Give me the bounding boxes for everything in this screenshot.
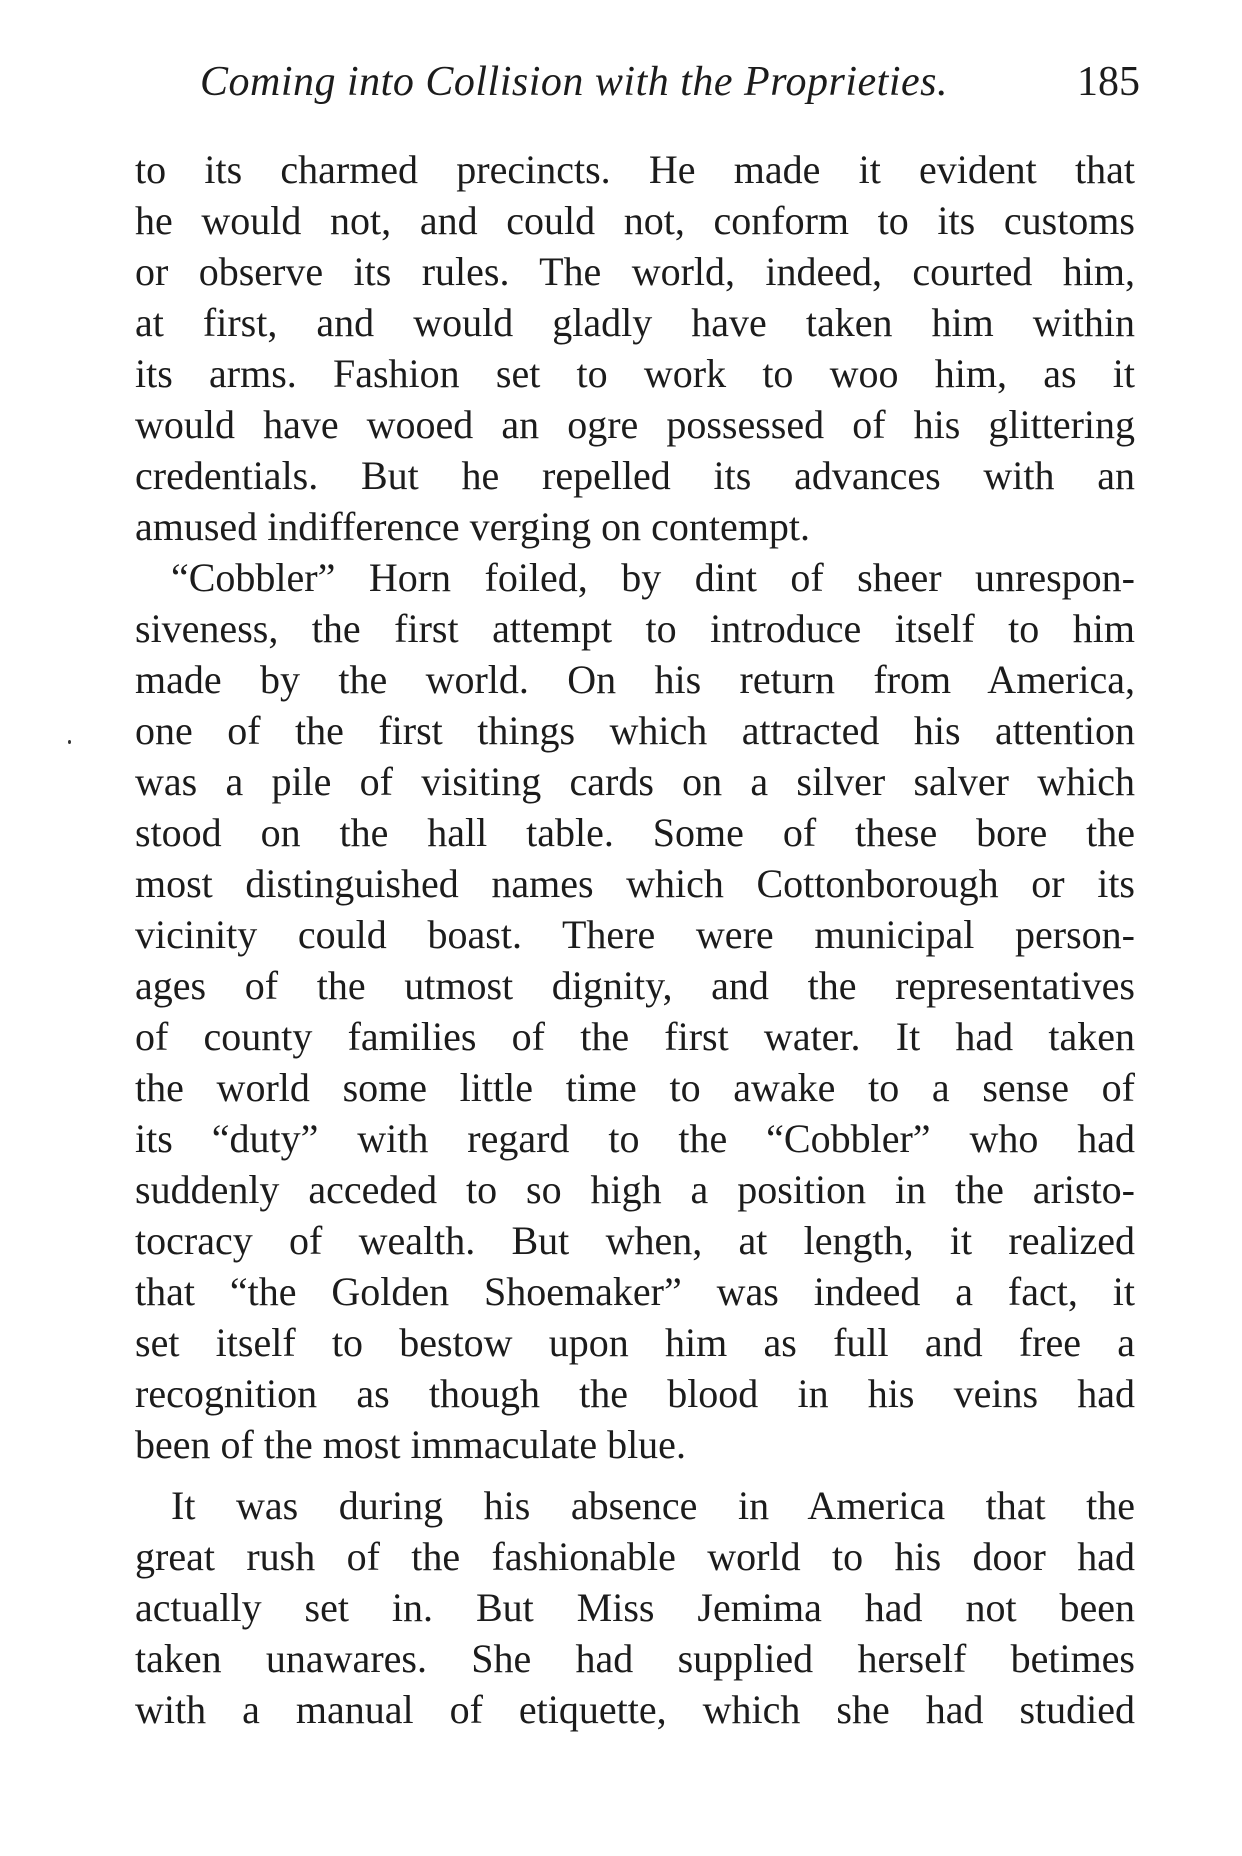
text-line: its “duty” with regard to the “Cobbler” who had: [135, 1116, 1135, 1161]
paragraph-2: [135, 552, 1135, 1470]
text-line: would have wooed an ogre possessed of his glittering: [135, 402, 1135, 447]
text-line: that “the Golden Shoemaker” was indeed a fact, it: [135, 1269, 1135, 1314]
ink-speck: [68, 740, 71, 744]
text-line: of county families of the first water. It had taken: [135, 1014, 1135, 1059]
text-line: its arms. Fashion set to work to woo him, as it: [135, 351, 1135, 396]
running-title: Coming into Collision with the Proprieties.: [200, 59, 948, 105]
text-line: or observe its rules. The world, indeed, courted him,: [135, 249, 1135, 294]
paragraph-3: [135, 1480, 1135, 1735]
text-line: amused indifference verging on contempt.: [135, 504, 810, 549]
text-line: was a pile of visiting cards on a silver salver which: [135, 759, 1135, 804]
text-line: actually set in. But Miss Jemima had not been: [135, 1585, 1135, 1630]
text-line: credentials. But he repelled its advances with an: [135, 453, 1135, 498]
text-line: to its charmed precincts. He made it evident that: [135, 147, 1135, 192]
text-line: one of the first things which attracted his attention: [135, 708, 1135, 753]
text-line: great rush of the fashionable world to his door had: [135, 1534, 1135, 1579]
text-line: set itself to bestow upon him as full and free a: [135, 1320, 1135, 1365]
text-line: suddenly acceded to so high a position in the aristo-: [135, 1167, 1135, 1212]
running-head: [200, 58, 1140, 128]
text-line: at first, and would gladly have taken him within: [135, 300, 1135, 345]
text-line: “Cobbler” Horn foiled, by dint of sheer unrespon-: [171, 555, 1135, 600]
text-line: It was during his absence in America that the: [171, 1483, 1135, 1528]
text-line: tocracy of wealth. But when, at length, it realized: [135, 1218, 1135, 1263]
text-line: stood on the hall table. Some of these bore the: [135, 810, 1135, 855]
text-line: he would not, and could not, conform to its customs: [135, 198, 1135, 243]
page-number: 185: [1077, 59, 1140, 105]
paragraph-1: [135, 144, 1135, 552]
body-text: [135, 144, 1135, 1735]
text-line: made by the world. On his return from America,: [135, 657, 1135, 702]
text-line: recognition as though the blood in his veins had: [135, 1371, 1135, 1416]
text-line: taken unawares. She had supplied herself betimes: [135, 1636, 1135, 1681]
text-line: with a manual of etiquette, which she had studied: [135, 1687, 1135, 1732]
text-line: been of the most immaculate blue.: [135, 1422, 686, 1467]
text-line: most distinguished names which Cottonborough or its: [135, 861, 1135, 906]
text-line: vicinity could boast. There were municipal person-: [135, 912, 1135, 957]
text-line: ages of the utmost dignity, and the representatives: [135, 963, 1135, 1008]
paragraph-gap: [135, 1470, 1135, 1480]
text-line: the world some little time to awake to a sense of: [135, 1065, 1135, 1110]
text-line: siveness, the first attempt to introduce itself to him: [135, 606, 1135, 651]
